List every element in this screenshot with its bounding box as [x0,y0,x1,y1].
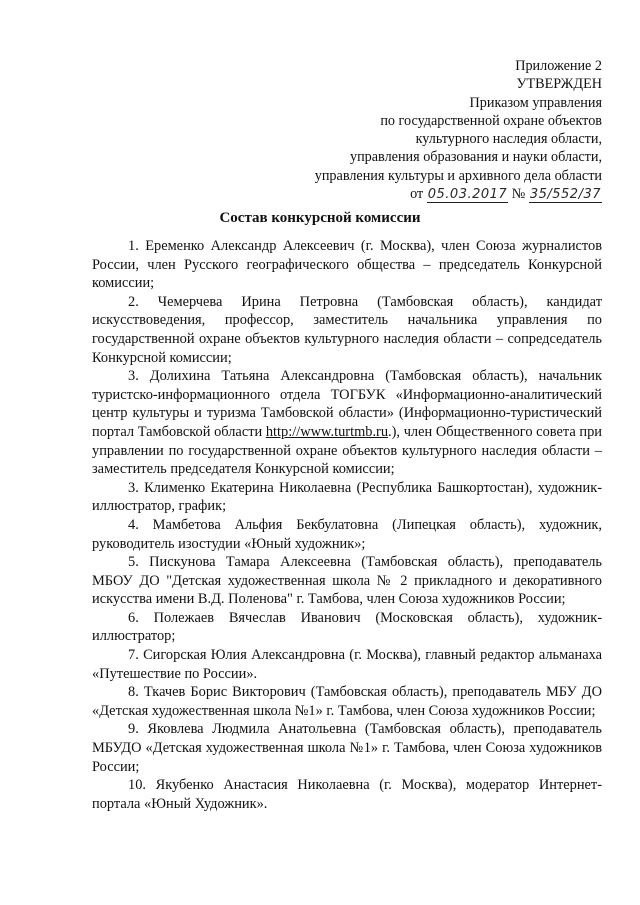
order-line-4: управления образования и науки области, [349,149,602,166]
list-item: 9. Яковлева Людмила Анатольевна (Тамбовская область), преподаватель МБУДО «Детская художественная школа №1» г. Тамбова, член Союза художников России; [92,721,602,775]
list-item: 4. Мамбетова Альфия Бекбулатовна (Липецкая область), художник, руководитель изостудии «Юный художник»; [92,516,602,552]
handwritten-date: 05.03.2017 [427,187,508,203]
list-item: 6. Полежаев Вячеслав Иванович (Московская область), художник-иллюстратор; [92,609,602,645]
list-item: 1. Еременко Александр Алексеевич (г. Москва), член Союза журналистов России, член Русского географического общества – председатель Конкурсной комиссии; [92,238,602,292]
order-line-3: культурного наследия области, [415,131,602,148]
order-line-2: по государственной охране объектов [380,112,602,129]
list-item: 10. Якубенко Анастасия Николаевна (г. Москва), модератор Интернет-портала «Юный Художник». [92,777,602,812]
list-item: 3. Клименко Екатерина Николаевна (Республика Башкортостан), художник-иллюстратор, график; [92,479,602,515]
list-item-text: .), член Общественного совета при управлении по государственной охране объектов культурного наследия области – заместитель председателя Конкурсной комиссии; [92,423,602,478]
list-item [92,367,602,479]
number-prefix: № [511,186,526,203]
order-line-1: Приказом управления [469,94,602,111]
date-prefix: от [410,186,424,203]
portal-link[interactable]: http://www.turtmb.ru [265,423,389,440]
list-item: 5. Пискунова Тамара Алексеевна (Тамбовская область), преподаватель МБОУ ДО "Детская художественная школа № 2 прикладного и декоративного искусства имени В.Д. Поленова" г. Тамбова, член Союза художников России; [92,554,602,608]
order-date-line [242,185,602,204]
handwritten-number: 35/552/37 [529,187,601,203]
list-item-text: 3. Долихина Татьяна Александровна (Тамбовская область), начальник туристско-информационного отдела ТОГБУК «Информационно-аналитический центр культуры и туризма Тамбовской области» (Информационно-туристический портал Тамбовской области [92,368,602,440]
approved-label: УТВЕРЖДЕН [516,76,602,93]
list-item: 8. Ткачев Борис Викторович (Тамбовская область), преподаватель МБУ ДО «Детская художественная школа №1» г. Тамбова, член Союза художников России; [92,684,602,719]
commission-members-list [92,237,602,813]
order-line-5: управления культуры и архивного дела области [314,167,602,184]
list-item: 2. Чемерчева Ирина Петровна (Тамбовская область), кандидат искусствоведения, профессор, заместитель начальника управления по государственной охране объектов культурного наследия области – сопредседатель Конкурсной комиссии; [92,293,602,366]
list-item: 7. Сигорская Юлия Александровна (г. Москва), главный редактор альманаха «Путешествие по России». [92,647,602,682]
approval-header [242,57,602,204]
document-title: Состав конкурсной комиссии [219,210,421,226]
appendix-label: Приложение 2 [515,58,602,74]
